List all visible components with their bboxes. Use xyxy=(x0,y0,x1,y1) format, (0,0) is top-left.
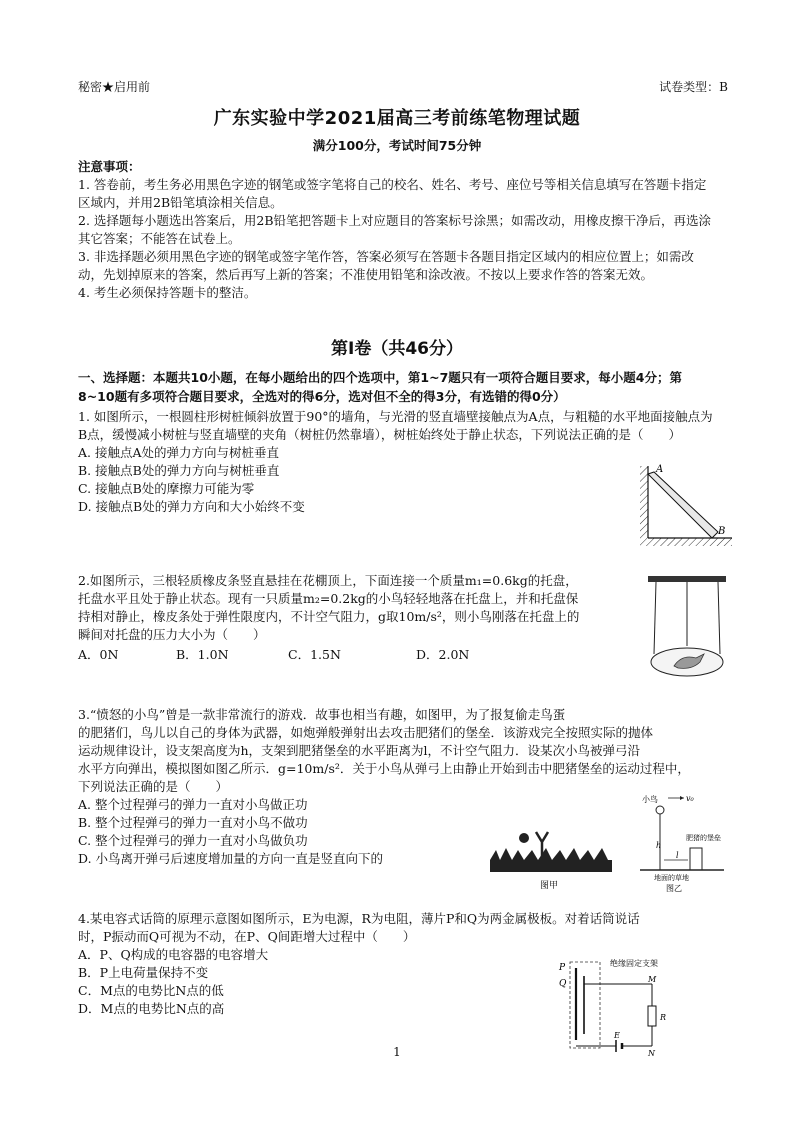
question-stem-line: 持相对静止，橡皮条处于弹性限度内，不计空气阻力，g取10m/s²，则小鸟刚落在托盘上的 xyxy=(78,609,580,624)
m-label: M xyxy=(648,975,657,984)
fort-label: 肥猪的堡垒 xyxy=(686,834,721,842)
question-stem: 1. 如图所示，一根圆柱形树桩倾斜放置于90°的墙角，与光滑的竖直墙壁接触点为A点，与粗糙的水平地面接触点为B点，缓慢减小树桩与竖直墙壁的夹角（树桩仍然靠墙），树桩始终处于静止状态，下列说法正确的是（ ） xyxy=(78,409,713,442)
label-a: A xyxy=(656,464,664,475)
h-label: h xyxy=(656,841,662,850)
q4-figure xyxy=(556,954,716,1058)
r-label: R xyxy=(660,1013,667,1022)
option-c: C．M点的电势比N点的低 xyxy=(78,983,224,998)
option-c: C. 整个过程弹弓的弹力一直对小鸟做负功 xyxy=(78,833,308,848)
confidential-mark: 秘密★启用前 xyxy=(78,80,151,94)
option-d: D．2.0N xyxy=(416,647,470,662)
question-stem-line: 托盘水平且处于静止状态。现有一只质量m₂=0.2kg的小鸟轻轻地落在托盘上，并和托盘保 xyxy=(78,591,579,606)
question-stem-line: 3.“愤怒的小鸟”曾是一款非常流行的游戏．故事也相当有趣，如图甲，为了报复偷走鸟蛋 xyxy=(78,707,566,722)
wall-hatch xyxy=(640,466,648,538)
label-b: B xyxy=(718,526,726,537)
v0-label: v₀ xyxy=(686,794,694,803)
option-d: D．M点的电势比N点的高 xyxy=(78,1001,225,1016)
bird-circle xyxy=(656,806,664,814)
q-label: Q xyxy=(559,979,567,989)
ground-label: 地面的草地 xyxy=(654,874,689,882)
p-label: P xyxy=(559,963,566,973)
q1-figure xyxy=(638,462,738,552)
option-d: D. 接触点B处的弹力方向和大小始终不变 xyxy=(78,499,305,514)
notice-item: 2. 选择题每小题选出答案后，用2B铅笔把答题卡上对应题目的答案标号涂黑；如需改动，用橡皮擦干净后，再选涂其它答案；不能答在试卷上。 xyxy=(78,213,712,246)
question-stem-line: 瞬间对托盘的压力大小为（ ） xyxy=(78,627,266,642)
q3-figure-yi xyxy=(636,790,728,894)
resistor xyxy=(648,1006,656,1026)
bird-label: 小鸟 xyxy=(642,795,658,804)
question-stem-line: 4.某电容式话筒的原理示意图如图所示，E为电源，R为电阻，薄片P和Q为两金属极板。对着话筒说话 xyxy=(78,911,640,926)
question-stem-line: 的肥猪们，鸟儿以自己的身体为武器，如炮弹般弹射出去攻击肥猪们的堡垒．该游戏完全按照实际的抛体 xyxy=(78,725,654,740)
question-stem-line: 运动规律设计，设支架高度为h，支架到肥猪堡垒的水平距离为l，不计空气阻力．设某次小鸟被弹弓沿 xyxy=(78,743,641,758)
e-label: E xyxy=(614,1031,620,1040)
question-3 xyxy=(78,706,718,868)
notice-item: 1. 答卷前，考生务必用黑色字迹的钢笔或签字笔将自己的校名、姓名、考号、座位号等相关信息填写在答题卡指定区域内，并用2B铅笔填涂相关信息。 xyxy=(78,177,707,210)
question-stem-line: 2.如图所示，三根轻质橡皮条竖直悬挂在花棚顶上，下面连接一个质量m₁=0.6kg的托盘， xyxy=(78,573,578,588)
question-stem-line: 时，P振动而Q可视为不动，在P、Q间距增大过程中（ ） xyxy=(78,929,416,944)
option-b: B. 接触点B处的弹力方向与树桩垂直 xyxy=(78,463,280,478)
question-1 xyxy=(78,408,718,516)
header-line xyxy=(78,78,728,98)
option-b: B. 整个过程弹弓的弹力一直对小鸟不做功 xyxy=(78,815,308,830)
ceiling xyxy=(648,576,726,582)
rubber-band xyxy=(718,582,720,654)
options-row xyxy=(78,646,638,664)
part-title: 第Ⅰ卷（共46分） xyxy=(331,339,463,359)
option-c: C. 接触点B处的摩擦力可能为零 xyxy=(78,481,255,496)
notice-item: 4. 考生必须保持答题卡的整洁。 xyxy=(78,285,257,300)
fig-jia-label: 图甲 xyxy=(540,881,559,891)
notice-heading: 注意事项： xyxy=(78,159,141,174)
arrow-head xyxy=(680,796,684,800)
notice-item: 3. 非选择题必须用黑色字迹的钢笔或签字笔作答，答案必须写在答题卡各题目指定区域内的相应位置上；如需改动，先划掉原来的答案，然后再写上新的答案；不准使用铅笔和涂改液。不按以上要求作答的答案无效。 xyxy=(78,249,694,282)
n-label: N xyxy=(648,1049,655,1058)
question-stem-line: 水平方向弹出，模拟图如图乙所示．g=10m/s²．关于小鸟从弹弓上由静止开始到击中肥猪堡垒的运动过程中， xyxy=(78,761,690,776)
l-label: l xyxy=(676,851,679,860)
rubber-band xyxy=(654,582,656,654)
exam-title: 广东实验中学2021届高三考前练笔物理试题 xyxy=(213,108,581,129)
option-a: A. 接触点A处的弹力方向与树桩垂直 xyxy=(78,445,280,460)
support-label: 绝缘固定支架 xyxy=(610,959,658,968)
option-b: B．1.0N xyxy=(176,647,229,662)
grass-strip xyxy=(490,860,612,872)
exam-subtitle: 满分100分，考试时间75分钟 xyxy=(312,138,482,153)
q2-figure xyxy=(648,574,726,694)
support-frame xyxy=(570,962,600,1048)
option-d: D. 小鸟离开弹弓后速度增加量的方向一直是竖直向下的 xyxy=(78,851,384,866)
option-a: A．P、Q构成的电容器的电容增大 xyxy=(78,947,269,962)
option-a: A. 整个过程弹弓的弹力一直对小鸟做正功 xyxy=(78,797,308,812)
notice-section xyxy=(78,158,718,302)
option-c: C．1.5N xyxy=(288,647,341,662)
paper-type: 试卷类型：B xyxy=(659,80,728,94)
fort-box xyxy=(690,848,702,870)
page-number: 1 xyxy=(393,1045,401,1059)
grass-blades xyxy=(490,848,608,860)
option-b: B．P上电荷量保持不变 xyxy=(78,965,209,980)
section-heading: 一、选择题：本题共10小题，在每小题给出的四个选项中，第1~7题只有一项符合题目要求，每小题4分；第8~10题有多项符合题目要求，全选对的得6分，选对但不全的得3分，有选错的得0分） xyxy=(78,370,682,404)
tree-trunk xyxy=(648,472,718,538)
bird-icon xyxy=(519,833,529,843)
question-stem-line: 下列说法正确的是（ ） xyxy=(78,779,229,794)
q3-figure-jia xyxy=(486,820,616,894)
ground-hatch xyxy=(640,538,732,546)
option-a: A．0N xyxy=(78,647,119,662)
question-2 xyxy=(78,572,638,664)
fig-yi-label: 图乙 xyxy=(666,884,682,893)
